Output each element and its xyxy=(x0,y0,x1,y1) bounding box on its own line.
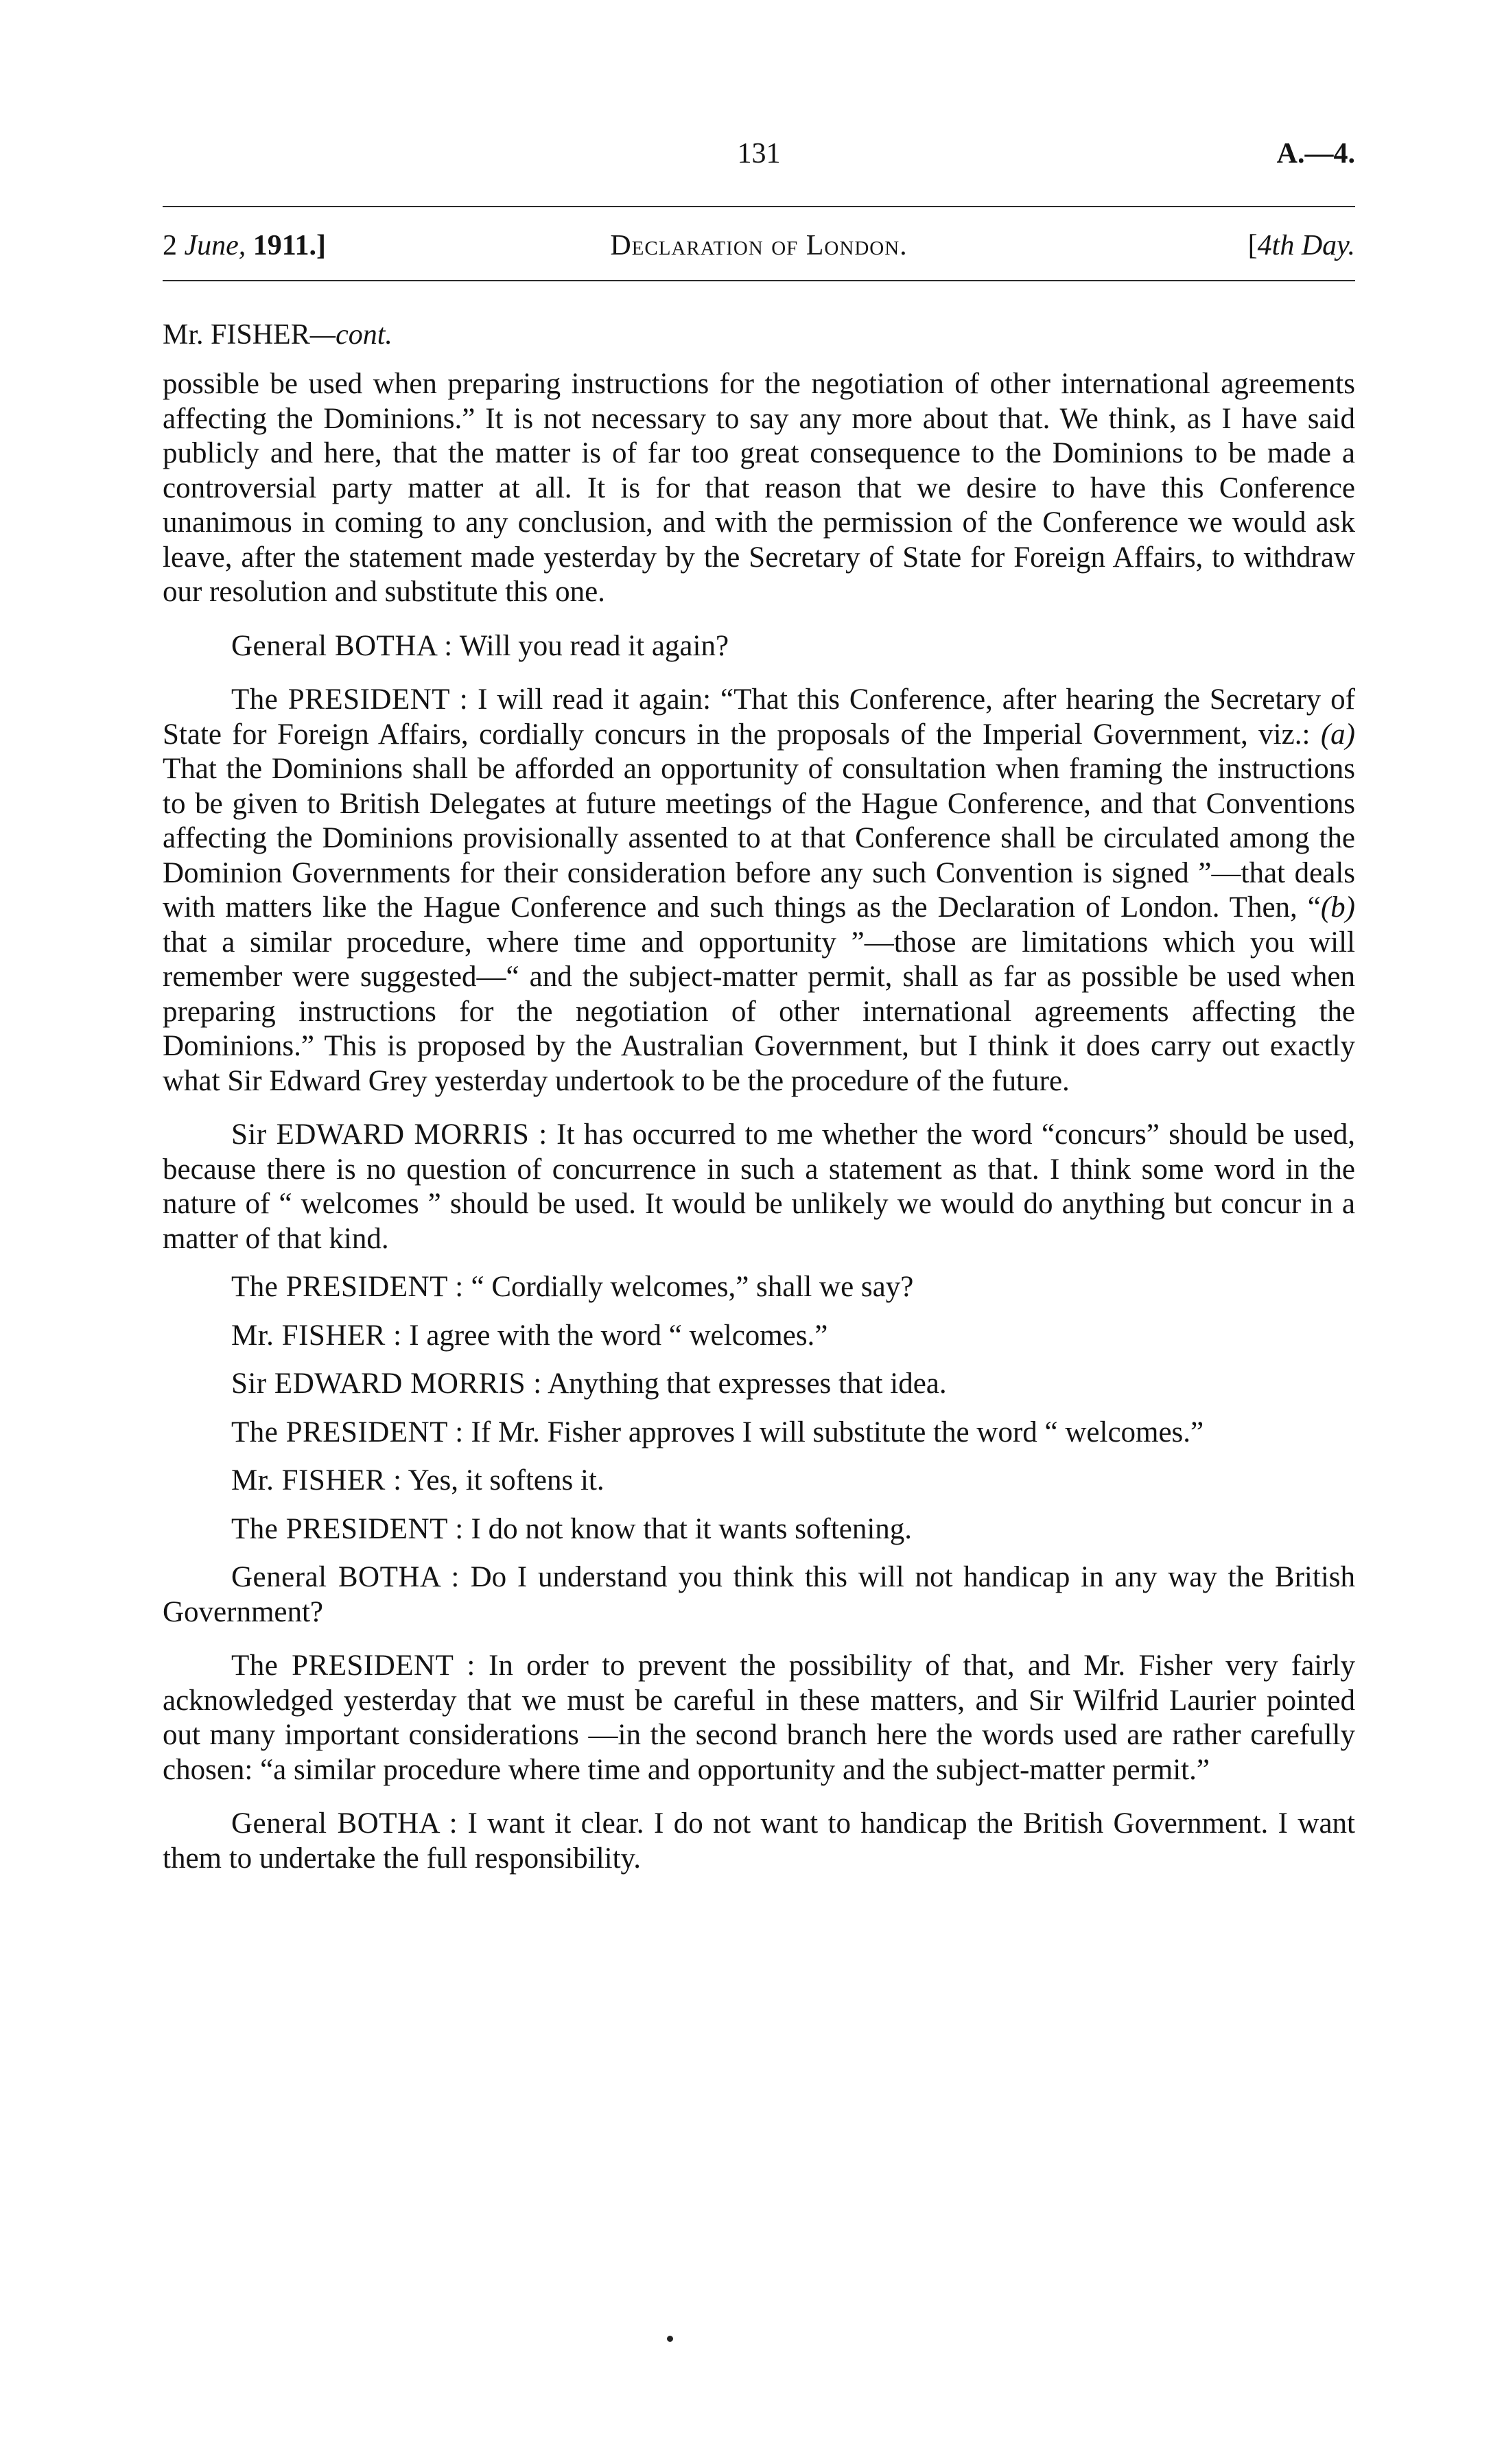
document-code: A.—4. xyxy=(1276,138,1355,169)
paragraph-11 xyxy=(163,1649,1355,1787)
speaker-name: General BOTHA : xyxy=(231,1561,460,1593)
paragraph-text: I want it clear. I do not want to handicap the British Government. I want them to undertake the full responsibility. xyxy=(163,1807,1355,1875)
speaker-name: Mr. FISHER : xyxy=(231,1464,402,1497)
paragraph-10 xyxy=(163,1560,1355,1630)
speaker-name: General BOTHA : xyxy=(231,1807,458,1840)
paragraph-9 xyxy=(163,1512,1355,1547)
paragraph-8 xyxy=(163,1464,1355,1499)
speaker-name: The PRESIDENT : xyxy=(231,1271,464,1303)
paragraph-text: Yes, it softens it. xyxy=(401,1464,604,1497)
paragraph-text: I do not know that it wants softening. xyxy=(463,1512,913,1545)
clause-marker-a: (a) xyxy=(1320,718,1355,751)
paragraph-5 xyxy=(163,1319,1355,1354)
date-day: 2 xyxy=(163,230,185,261)
speaker-name: The PRESIDENT : xyxy=(231,683,469,716)
paragraph-1 xyxy=(163,629,1355,664)
day-bracket: [ xyxy=(1247,230,1258,261)
running-header xyxy=(163,226,1355,265)
paragraph-text: “ Cordially welcomes,” shall we say? xyxy=(463,1271,914,1303)
day-label: 4th Day. xyxy=(1257,230,1355,261)
continued-speaker-name: Mr. FISHER xyxy=(163,319,310,351)
paragraph-0 xyxy=(163,367,1355,610)
speaker-name: General BOTHA : xyxy=(231,629,453,662)
paragraph-2 xyxy=(163,683,1355,1099)
paragraph-text: possible be used when preparing instructions for the negotiation of other international agreements affecting the Dominions.” It is not necessary to say any more about that. We think, as I have said publicly and here, that the matter is of far too great consequence to the Dominions to be made a controversial party matter at all. It is for that reason that we desire to have this Conference unanimous in coming to any conclusion, and with the permission of the Conference we would ask leave, after the statement made yesterday by the Secretary of State for Foreign Affairs, to withdraw our resolution and substitute this one. xyxy=(163,368,1355,608)
speaker-name: The PRESIDENT : xyxy=(231,1512,464,1545)
clause-marker-b: (b) xyxy=(1320,891,1355,924)
continued-speaker xyxy=(163,317,392,353)
paragraph-12 xyxy=(163,1807,1355,1876)
paragraph-6 xyxy=(163,1367,1355,1402)
paragraph-text: It has occurred to me whether the word “concurs” should be used, because there is no question of concurrence in such a statement as that. I think some word in the nature of “ welcomes ” should be used. It would be unlikely we would do anything but concur in a matter of that kind. xyxy=(163,1118,1355,1255)
paragraph-text-end: that a similar procedure, where time and opportunity ”—those are limitations which you will remember were suggested—“ and the subject-matter permit, shall as far as possible be used when preparing instructions for the negotiation of other international agreements affecting the Dominions.” This is proposed by the Australian Government, but I think it does carry out exactly what Sir Edward Grey yesterday undertook to be the procedure of the future. xyxy=(163,926,1355,1097)
page-number: 131 xyxy=(737,138,781,169)
paragraph-text: In order to prevent the possibility of that, and Mr. Fisher very fairly acknowledged yesterday that we must be careful in these matters, and Sir Wilfrid Laurier pointed out many important considerations —in the second branch here the words used are rather carefully chosen: “a similar procedure where time and opportunity and the subject-matter permit.” xyxy=(163,1650,1355,1786)
paragraph-3 xyxy=(163,1118,1355,1256)
speaker-name: Sir EDWARD MORRIS : xyxy=(231,1118,548,1151)
date-month: June, xyxy=(184,230,246,261)
printer-dot xyxy=(667,2336,673,2342)
header-title: Declaration of London. xyxy=(610,230,908,261)
header-day xyxy=(1248,226,1355,265)
paragraph-text: Will you read it again? xyxy=(452,629,729,662)
paragraph-text: If Mr. Fisher approves I will substitute the word “ welcomes.” xyxy=(463,1416,1204,1448)
speaker-name: Sir EDWARD MORRIS : xyxy=(231,1368,542,1400)
header-rule-top xyxy=(163,206,1355,207)
date-year: 1911.] xyxy=(246,230,326,261)
speaker-name: The PRESIDENT : xyxy=(231,1416,464,1448)
speaker-name: Mr. FISHER : xyxy=(231,1319,402,1352)
paragraph-text: Do I understand you think this will not handicap in any way the British Government? xyxy=(163,1561,1355,1628)
paragraph-text: Anything that expresses that idea. xyxy=(541,1368,947,1400)
paragraph-4 xyxy=(163,1270,1355,1305)
paragraph-text: I agree with the word “ welcomes.” xyxy=(401,1319,828,1352)
header-rule-bottom xyxy=(163,280,1355,281)
paragraph-7 xyxy=(163,1416,1355,1451)
transcript-body xyxy=(163,367,1355,1895)
paragraph-text: I will read it again: “That this Conference, after hearing the Secretary of State for Foreign Affairs, cordially concurs in the proposals of the Imperial Government, viz.: xyxy=(163,683,1355,751)
continued-label: —cont. xyxy=(309,319,392,351)
speaker-name: The PRESIDENT : xyxy=(231,1650,476,1682)
paragraph-text-continued: That the Dominions shall be afforded an opportunity of consultation when framing the instructions to be given to British Delegates at future meetings of the Hague Conference, and that Conventions affecting the Dominions provisionally assented to at that Conference shall be circulated among the Dominion Governments for their consideration before any such Convention is signed ”—that deals with matters like the Hague Conference and such things as the Declaration of London. Then, “ xyxy=(163,753,1355,924)
